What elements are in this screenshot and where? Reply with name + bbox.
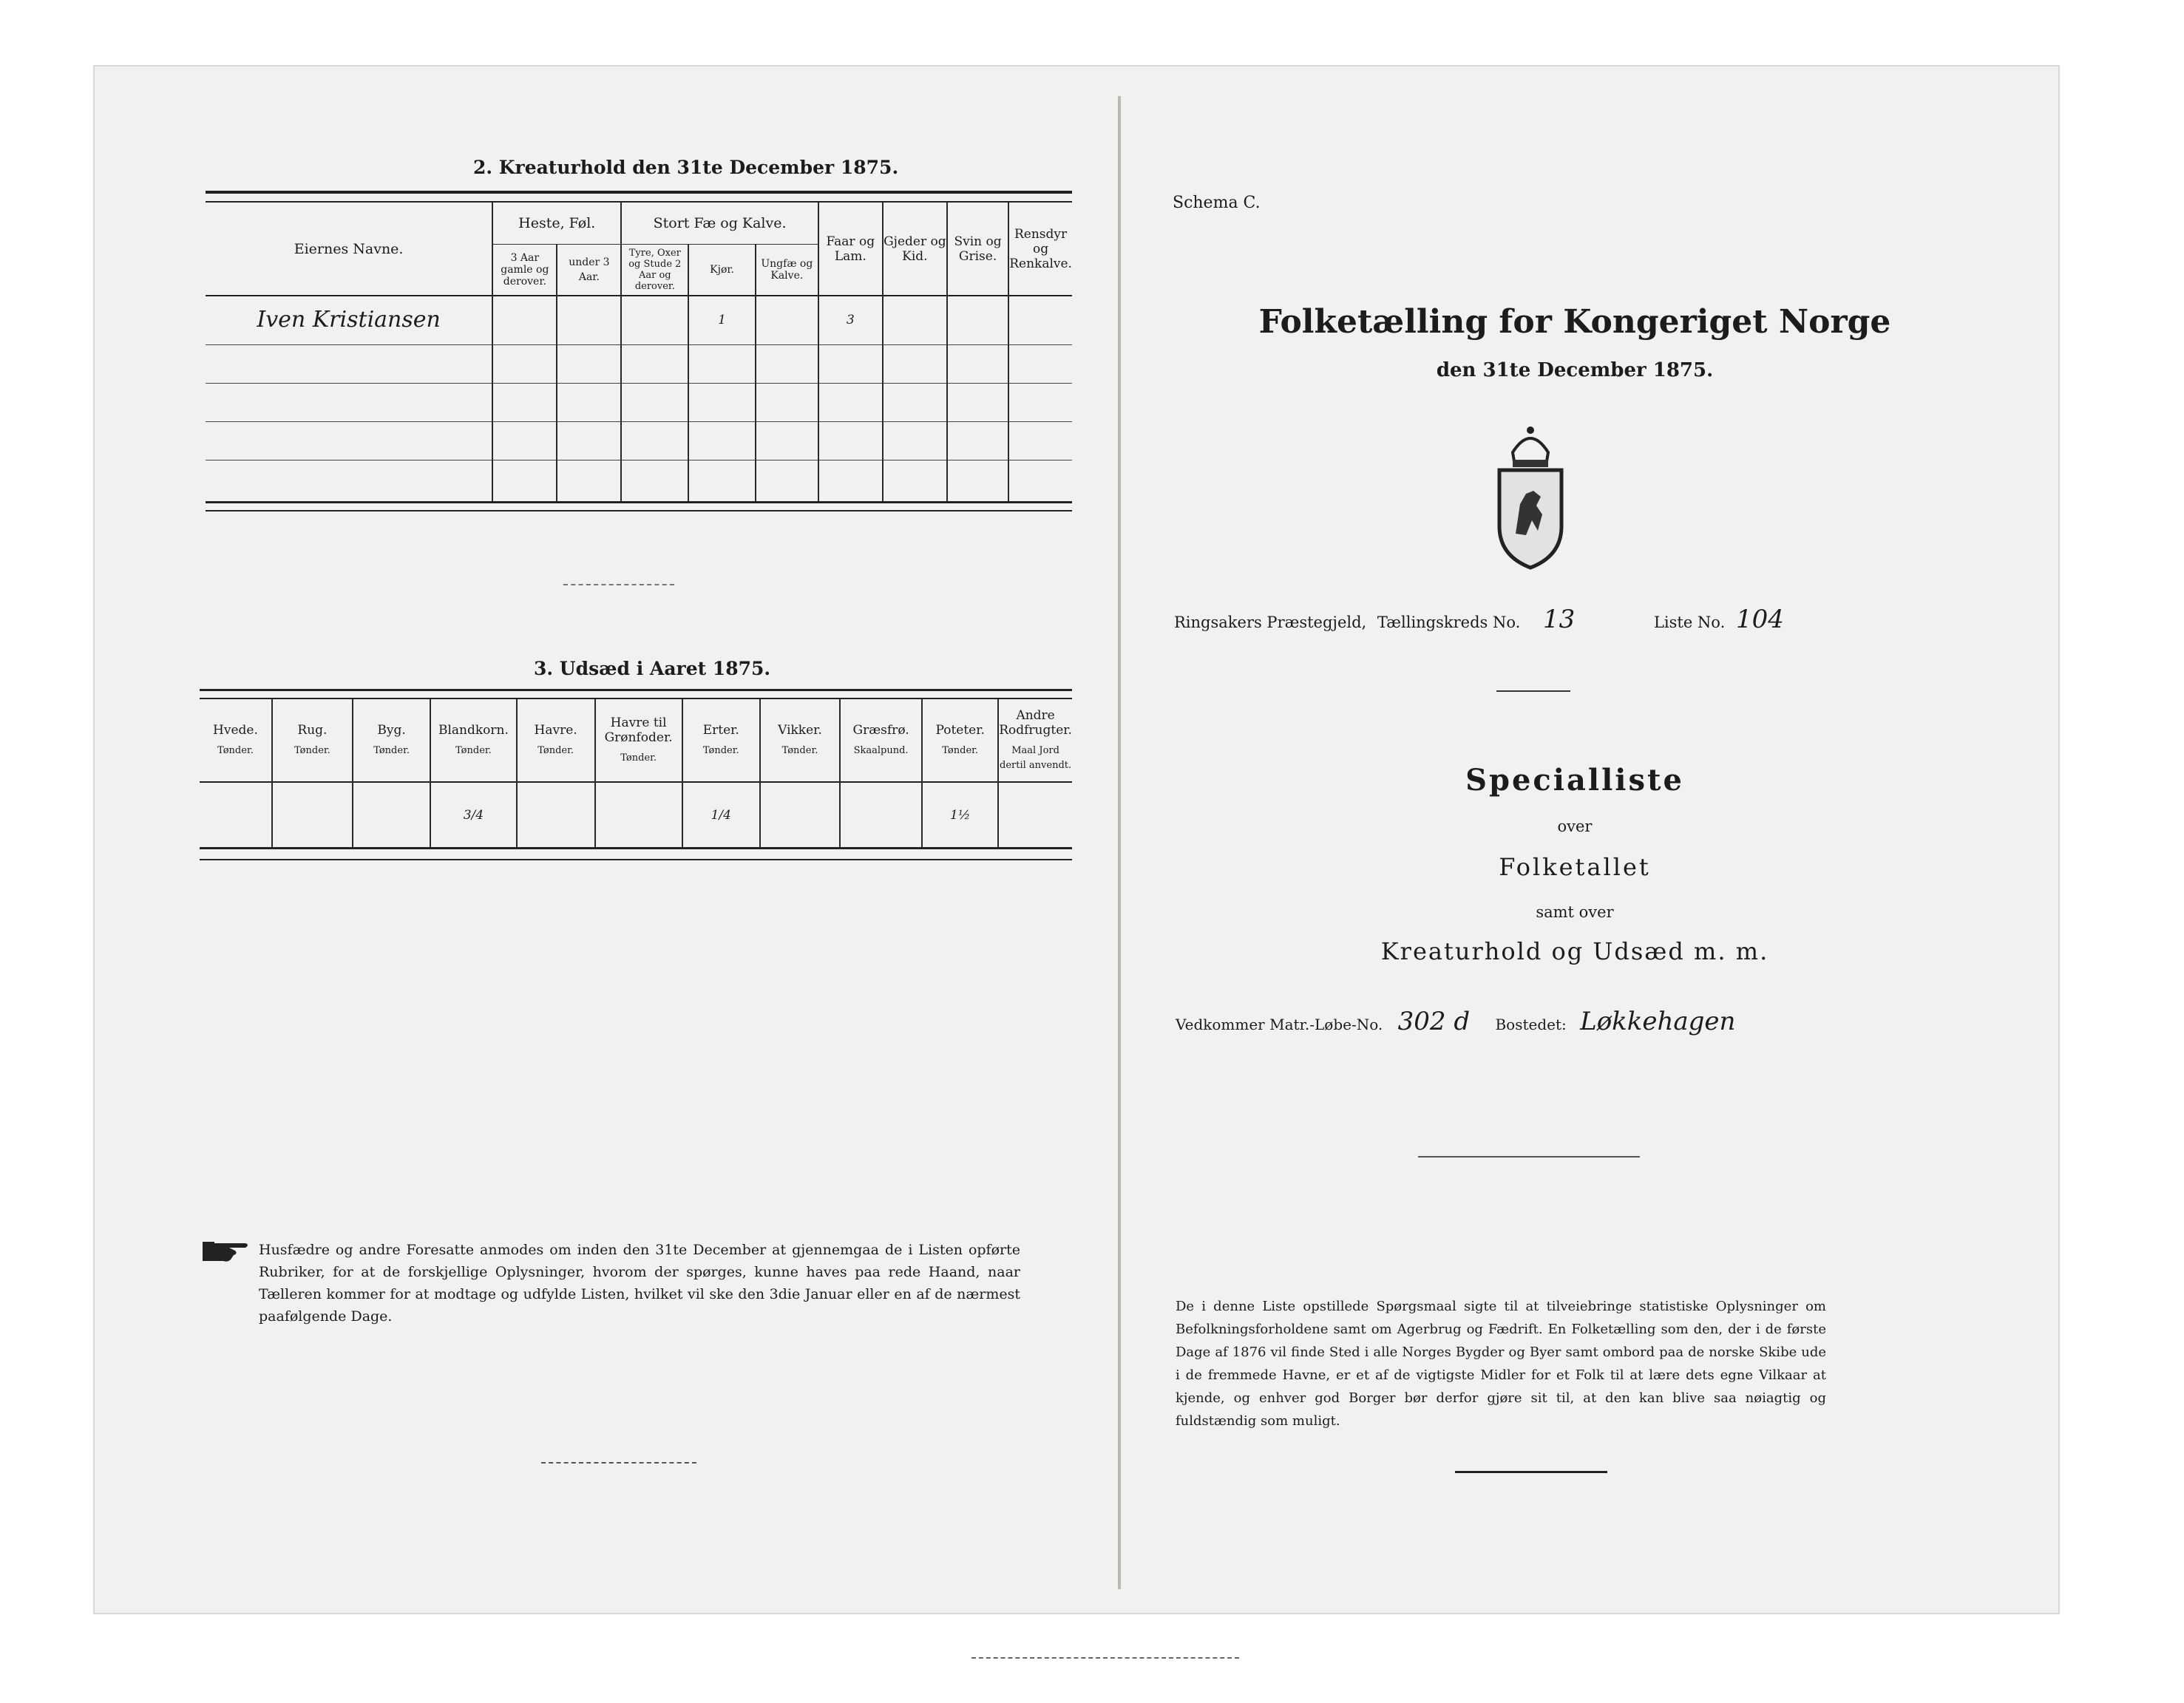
heste-group-header: Heste, Føl. — [492, 203, 621, 244]
table2-bottom-rule — [206, 501, 1072, 503]
seed-col-unit: Tønder. — [702, 744, 739, 756]
kreatur-text: Kreaturhold og Udsæd m. m. — [1380, 937, 1769, 965]
heste-sub-1: 3 Aar gamle og derover. — [492, 244, 557, 296]
stort-sub-3: Ungfæ og Kalve. — [756, 244, 818, 296]
seed-col-header — [760, 699, 840, 782]
table-row — [206, 383, 1072, 421]
seed-col-header — [595, 699, 682, 782]
pointing-hand-icon — [201, 1236, 253, 1268]
owner-name: Iven Kristiansen — [206, 296, 492, 344]
seed-col-name: Andre Rodfrugter. — [999, 707, 1072, 738]
seed-col-header — [517, 699, 595, 782]
seed-col-unit: Tønder. — [537, 744, 574, 756]
seed-col-unit: Tønder. — [373, 744, 410, 756]
table-row — [206, 344, 1072, 383]
kreds-value: 13 — [1543, 605, 1576, 634]
matr-label: Vedkommer Matr.-Løbe-No. — [1176, 1016, 1383, 1033]
gjeder-col-header: Gjeder og Kid. — [883, 203, 947, 296]
seed-col-header — [200, 699, 272, 782]
coat-of-arms-icon — [1493, 423, 1567, 574]
main-title: Folketælling for Kongeriget Norge — [1258, 303, 1891, 341]
title-date: den 31te December 1875. — [1436, 359, 1714, 381]
section3-title: 3. Udsæd i Aaret 1875. — [534, 658, 771, 679]
over-text: over — [1557, 817, 1593, 835]
seed-col-name: Hvede. — [213, 722, 258, 738]
divider-short — [563, 584, 674, 585]
seed-value — [595, 782, 682, 847]
table2-top-rule — [206, 191, 1072, 194]
seed-value — [353, 782, 430, 847]
footer-text: De i denne Liste opstillede Spørgsmaal sigte til at tilveiebringe statistiske Oplysninger om Befolkningsforholdene samt om Agerbrug og Fædrift. En Folketælling som den, der i de første Dage af 1876 vil finde Sted i alle Norges Bygder og Byer samt ombord paa de norske Skibe ude i de fremmede Havne, er et af de vigtigste Midler for et Folk til at lære dets egne Vilkaar at kjende, og enhver god Borger bør derfor gjøre sit til, at den kan blive saa nøiagtig og fuldstændig som muligt. — [1176, 1299, 1826, 1429]
seed-value — [760, 782, 840, 847]
section2-title: 2. Kreaturhold den 31te December 1875. — [473, 157, 899, 178]
seed-col-header — [840, 699, 922, 782]
samt-text: samt over — [1536, 903, 1614, 921]
table3-top-rule — [200, 689, 1072, 691]
bosted-value: Løkkehagen — [1580, 1007, 1736, 1036]
seed-table — [200, 699, 1072, 847]
seed-col-name: Blandkorn. — [438, 722, 509, 738]
seed-col-header — [430, 699, 516, 782]
faar-col-header: Faar og Lam. — [818, 203, 883, 296]
heste-sub-2: under 3 Aar. — [557, 244, 621, 296]
seed-col-name: Erter. — [702, 722, 739, 738]
page-fold — [1118, 96, 1121, 1589]
kreds-label: Tællingskreds No. — [1377, 613, 1521, 631]
matr-value: 302 d — [1397, 1007, 1471, 1036]
table-row — [206, 296, 1072, 344]
seed-col-name: Byg. — [377, 722, 406, 738]
seed-value — [200, 782, 272, 847]
seed-col-name: Græsfrø. — [852, 722, 909, 738]
table-row — [206, 421, 1072, 460]
seed-col-header — [682, 699, 760, 782]
seed-value — [272, 782, 353, 847]
liste-label: Liste No. — [1653, 613, 1726, 631]
special-title: Specialliste — [1465, 763, 1684, 798]
seed-col-unit: Tønder. — [620, 752, 657, 764]
seed-value: 3/4 — [430, 782, 516, 847]
folketallet-text: Folketallet — [1499, 853, 1651, 881]
table3-bottom-rule2 — [200, 859, 1072, 860]
seed-col-name: Poteter. — [935, 722, 985, 738]
faar-value: 3 — [818, 296, 883, 344]
seed-col-unit: Tønder. — [217, 744, 254, 756]
table-row — [206, 460, 1072, 501]
seed-col-unit: Skaalpund. — [853, 744, 909, 756]
seed-col-name: Havre til Grønfoder. — [604, 715, 673, 745]
seed-col-name: Rug. — [297, 722, 328, 738]
place-label: Ringsakers Præstegjeld, — [1174, 613, 1367, 631]
seed-col-unit: Tønder. — [942, 744, 979, 756]
seed-col-header — [922, 699, 998, 782]
stort-sub-2: Kjør. — [688, 244, 755, 296]
seed-col-header — [272, 699, 353, 782]
liste-value: 104 — [1735, 605, 1784, 634]
place-line — [1174, 605, 1943, 634]
table3-bottom-rule — [200, 847, 1072, 849]
seed-col-header — [998, 699, 1072, 782]
seed-col-unit: Tønder. — [455, 744, 492, 756]
livestock-table — [206, 203, 1072, 501]
rensdyr-col-header: Rensdyr og Renkalve. — [1008, 203, 1072, 296]
svin-col-header: Svin og Grise. — [947, 203, 1008, 296]
seed-col-name: Vikker. — [778, 722, 822, 738]
schema-label: Schema C. — [1173, 194, 1261, 212]
seed-value — [517, 782, 595, 847]
seed-col-unit: Tønder. — [294, 744, 330, 756]
stort-group-header: Stort Fæ og Kalve. — [621, 203, 818, 244]
seed-value: 1/4 — [682, 782, 760, 847]
matr-line — [1176, 1007, 1959, 1036]
divider-3 — [1455, 1471, 1607, 1473]
seed-col-name: Havre. — [534, 722, 577, 738]
seed-col-unit: Maal Jord dertil anvendt. — [1000, 744, 1072, 771]
bottom-edge-mark — [971, 1657, 1239, 1659]
kjor-value: 1 — [688, 296, 755, 344]
seed-value: 1½ — [922, 782, 998, 847]
notice-text: Husfædre og andre Foresatte anmodes om inden den 31te December at gjennemgaa de i Listen opførte Rubriker, for at de forskjellige Oplysninger, hvorom der spørges, kunne haves paa rede Haand, naar Tælleren kommer for at modtage og udfylde Listen, hvilket vil ske den 3die Januar eller en af de nærmest paafølgende Dage. — [259, 1242, 1020, 1325]
seed-col-unit: Tønder. — [781, 744, 818, 756]
bottom-mark — [541, 1462, 696, 1464]
bosted-label: Bostedet: — [1495, 1016, 1567, 1033]
seed-col-header — [353, 699, 430, 782]
divider-2 — [1418, 1156, 1640, 1158]
seed-value — [840, 782, 922, 847]
owner-col-header: Eiernes Navne. — [206, 203, 492, 296]
divider-1 — [1496, 690, 1570, 692]
seed-value — [998, 782, 1072, 847]
table2-bottom-rule2 — [206, 510, 1072, 511]
stort-sub-1: Tyre, Oxer og Stude 2 Aar og derover. — [621, 244, 688, 296]
